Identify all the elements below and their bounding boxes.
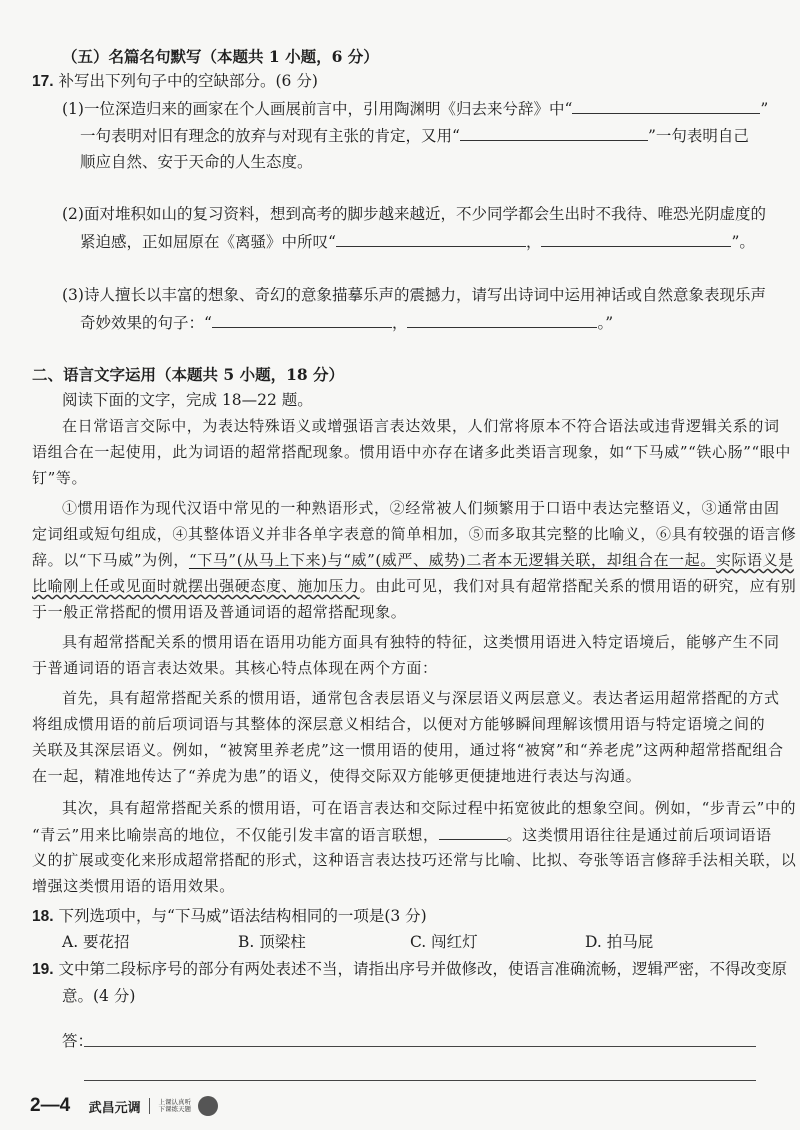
answer-blank[interactable]: [336, 230, 526, 247]
passage-line: 义的扩展或变化来形成超常搭配的形式，这种语言表达技巧还常与比喻、比拟、夸张等语言修辞手法相关联，以: [32, 851, 797, 869]
closing-quote: ”。: [731, 233, 755, 251]
question-text: 文中第二段标序号的部分有两处表述不当，请指出序号并做修改，使语言准确流畅，逻辑严密，不得改变原: [58, 960, 788, 978]
question-number: 17.: [32, 73, 54, 90]
option-a[interactable]: A. 要花招: [62, 933, 130, 951]
closing-quote: ”: [760, 100, 769, 118]
passage-line: 将组成惯用语的前后项词语与其整体的深层意义相结合，以便对方能够瞬间理解该惯用语与特定语境之间的: [32, 715, 766, 733]
question-text: 下列选项中，与“下马威”语法结构相同的一项是(3 分): [58, 907, 427, 925]
q17-part2-line1: (2)面对堆积如山的复习资料，想到高考的脚步越来越近，不少同学都会生出时不我待、唯恐光阴虚度的: [62, 205, 766, 223]
question-number: 18.: [32, 908, 54, 925]
question-19-stem-cont: 意。(4 分): [62, 987, 136, 1005]
passage-line: 在日常语言交际中，为表达特殊语义或增强语言表达效果，人们常将原本不符合语法或违背逻辑关系的词: [62, 417, 780, 435]
answer-label: 答：: [62, 1032, 94, 1050]
passage-line: 在一起，精准地传达了“养虎为患”的语义，使得交际双方能够更便捷地进行表达与沟通。: [32, 767, 642, 785]
answer-line[interactable]: [84, 1080, 756, 1081]
passage-line: 其次，具有超常搭配关系的惯用语，可在语言表达和交际过程中拓宽彼此的想象空间。例如，“步青云”中的: [62, 799, 797, 817]
wavy-underlined-text: 比喻刚上任或见面时就摆出强硬态度、施加压力: [32, 577, 360, 595]
brand-name: 武昌元调: [88, 1100, 141, 1116]
q17-part3-line2: [80, 311, 613, 334]
passage-line: 语组合在一起使用，此为词语的超常搭配现象。惯用语中亦存在诸多此类语言现象，如“下马威”“铁心肠”“眼中: [32, 443, 791, 461]
passage-line: 具有超常搭配关系的惯用语在语用功能方面具有独特的特征，这类惯用语进入特定语境后，能够产生不同: [62, 633, 780, 651]
q17-part1-line1: [62, 97, 768, 120]
q17-part1-text: (1)一位深造归来的画家在个人画展前言中，引用陶渊明《归去来兮辞》中“: [62, 100, 573, 118]
answer-line[interactable]: [84, 1046, 756, 1047]
answer-blank[interactable]: [541, 230, 731, 247]
page-number: 2—4: [30, 1095, 71, 1116]
reading-instruction: 阅读下面的文字，完成 18—22 题。: [62, 391, 313, 409]
passage-text: “青云”用来比喻崇高的地位，不仅能引发丰富的语言联想，: [32, 826, 439, 844]
comma: ，: [525, 233, 542, 251]
passage-line: 定词组或短句组成，④其整体语义并非各单字表意的简单相加，⑤而多取其完整的比喻义，⑥具有较强的语言修: [32, 525, 797, 543]
passage-line: ①惯用语作为现代汉语中常见的一种熟语形式，②经常被人们频繁用于口语中表达完整语义，③通常由固: [62, 499, 780, 517]
passage-line: 于一般正常搭配的惯用语及普通词语的超常搭配现象。: [32, 603, 407, 621]
passage-line: 于普通词语的语言表达效果。其核心特点体现在两个方面：: [32, 659, 438, 677]
footer-divider: [149, 1098, 150, 1114]
passage-text: 。由此可见，我们对具有超常搭配关系的惯用语的研究，应有别: [359, 577, 797, 595]
q17-part3-line1: (3)诗人擅长以丰富的想象、奇幻的意象描摹乐声的震撼力，请写出诗词中运用神话或自然意象表现乐声: [62, 286, 766, 304]
q17-part1-text: 一句表明对旧有理念的放弃与对现有主张的肯定，又用“: [80, 127, 460, 145]
question-18-stem: [32, 905, 427, 928]
question-19-stem: [32, 958, 787, 981]
passage-line: [32, 549, 794, 571]
q17-part2-line2: [80, 230, 755, 253]
slogan: [159, 1099, 192, 1114]
option-b[interactable]: B. 顶梁柱: [238, 933, 306, 951]
answer-blank[interactable]: [572, 97, 760, 114]
answer-blank[interactable]: [407, 311, 597, 328]
logo-icon: [198, 1096, 218, 1116]
passage-line: [32, 575, 796, 597]
answer-blank[interactable]: [439, 823, 507, 840]
slogan-bottom: 下课练天题: [158, 1105, 192, 1113]
underlined-sentence: “下马”(从马上下来)与“威”(威严、威势)二者本无逻辑关联，却组合在一起。: [188, 551, 716, 569]
option-c[interactable]: C. 闯红灯: [410, 933, 478, 951]
q17-part1-text: ”一句表明自己: [647, 127, 749, 145]
wavy-underlined-text: 实际语义是: [715, 551, 794, 569]
passage-line: [32, 823, 772, 846]
question-text: 补写出下列句子中的空缺部分。(6 分): [58, 72, 318, 90]
passage-line: 关联及其深层语义。例如，“被窝里养老虎”这一惯用语的使用，通过将“被窝”和“养老虎”这两种超常搭配组合: [32, 741, 784, 759]
closing-quote: 。”: [597, 314, 614, 332]
q17-part1-line2: [80, 124, 749, 147]
comma: ，: [391, 314, 408, 332]
question-17-stem: [32, 70, 318, 93]
footer: [30, 1095, 218, 1117]
slogan-top: 上课认真听: [158, 1097, 192, 1106]
q17-part3-text: 奇妙效果的句子：“: [80, 314, 212, 332]
q17-part1-line3: 顺应自然、安于天命的人生态度。: [80, 153, 313, 171]
section-five-title: （五）名篇名句默写（本题共 1 小题，6 分）: [62, 47, 379, 66]
answer-blank[interactable]: [212, 311, 392, 328]
passage-line: 首先，具有超常搭配关系的惯用语，通常包含表层语义与深层语义两层意义。表达者运用超常搭配的方式: [62, 689, 780, 707]
passage-text: 。这类惯用语往往是通过前后项词语语: [506, 826, 772, 844]
passage-text: 辞。以“下马威”为例，: [32, 551, 189, 569]
question-number: 19.: [32, 961, 54, 978]
q17-part2-text: 紧迫感，正如屈原在《离骚》中所叹“: [80, 233, 336, 251]
section-two-title: 二、语言文字运用（本题共 5 小题，18 分）: [32, 365, 345, 384]
answer-blank[interactable]: [460, 124, 648, 141]
option-d[interactable]: D. 拍马屁: [585, 933, 654, 951]
passage-line: 增强这类惯用语的语用效果。: [32, 877, 235, 895]
passage-line: 钉”等。: [32, 469, 88, 487]
